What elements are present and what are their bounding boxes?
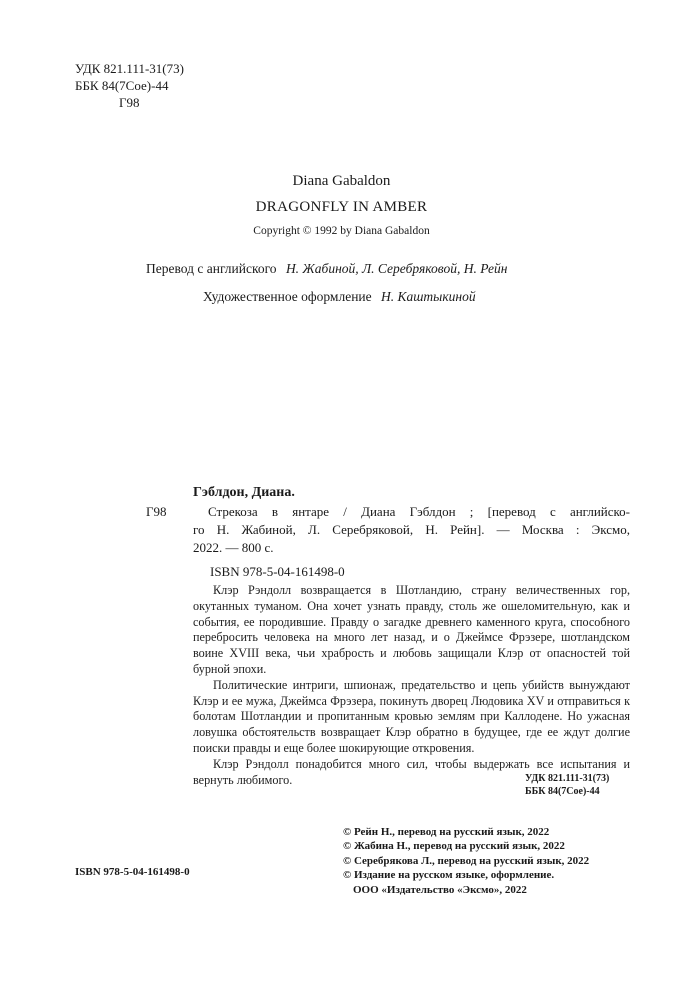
classification-codes (75, 60, 184, 111)
copyright-line-2: © Жабина Н., перевод на русский язык, 2022 (343, 840, 565, 853)
copyright-en: Copyright © 1992 by Diana Gabaldon (253, 225, 430, 237)
description-line-3: 2022. — 800 с. (193, 540, 274, 555)
design-label: Художественное оформление (203, 289, 372, 304)
annotation (193, 583, 630, 788)
translation-credit (146, 261, 507, 277)
author-code: Г98 (119, 95, 140, 110)
author-name-en: Diana Gabaldon (292, 173, 391, 189)
catalog-code: Г98 (146, 504, 167, 519)
translation-label: Перевод с английского (146, 261, 277, 276)
translators: Н. Жабиной, Л. Серебряковой, Н. Рейн (285, 261, 508, 276)
copyright-line-4: © Издание на русском языке, оформление. (343, 869, 555, 882)
udk-code: УДК 821.111-31(73) (75, 61, 184, 76)
copyright-block (343, 825, 589, 897)
catalog-heading: Гэблдон, Диана. (193, 485, 295, 500)
copyright-line-3: © Серебрякова Л., перевод на русский язык, 2022 (343, 854, 590, 867)
annotation-paragraph-2: Политические интриги, шпионаж, предательство и цепь убийств вынуждают Клэр и ее мужа, Джеймса Фрэзера, покинуть дворец Людовика XV и отправиться к болотам Шотландии и пропитанным кровью землям при Каллодене. Но ужасная ловушка обстоятельств возвращает Клэр обратно в будущее, где ее ждут долгие поиски правды и еще более шокирующие откровения. (193, 677, 630, 755)
bottom-isbn: ISBN 978-5-04-161498-0 (75, 866, 190, 878)
annotation-paragraph-1: Клэр Рэндолл возвращается в Шотландию, страну величественных гор, окутанных туманом. Она хочет узнать правду, столь же ошеломительную, как и события, ее породившие. Правду о загадке древнего каменного круга, способного перебросить человека на много лет назад, и о Джеймсе Фрэзере, шотландском воине XVIII века, чьи храбрость и любовь защищали Клэр от опасностей той бурной эпохи. (193, 583, 630, 676)
description-line-1: Стрекоза в янтаре / Диана Гэблдон ; [перевод с английско- (208, 504, 630, 519)
bbk-code: ББК 84(7Сое)-44 (75, 78, 169, 93)
copyright-line-5: ООО «Издательство «Эксмо», 2022 (353, 883, 527, 896)
catalog-description (193, 503, 630, 557)
book-title-en: DRAGONFLY IN AMBER (255, 199, 428, 215)
annotation-paragraph-3: Клэр Рэндолл понадобится много сил, чтобы выдержать все испытания и вернуть любимого. (193, 756, 630, 787)
description-line-2: го Н. Жабиной, Л. Серебряковой, Н. Рейн]. — Москва : Эксмо, (193, 522, 630, 537)
footer-udk: УДК 821.111-31(73) (525, 773, 610, 784)
designer: Н. Каштыкиной (381, 289, 476, 304)
catalog-isbn: ISBN 978-5-04-161498-0 (210, 564, 345, 579)
design-credit (203, 289, 476, 305)
footer-bbk: ББК 84(7Сое)-44 (525, 786, 600, 797)
copyright-line-1: © Рейн Н., перевод на русский язык, 2022 (343, 826, 550, 838)
footer-classification (525, 772, 609, 798)
